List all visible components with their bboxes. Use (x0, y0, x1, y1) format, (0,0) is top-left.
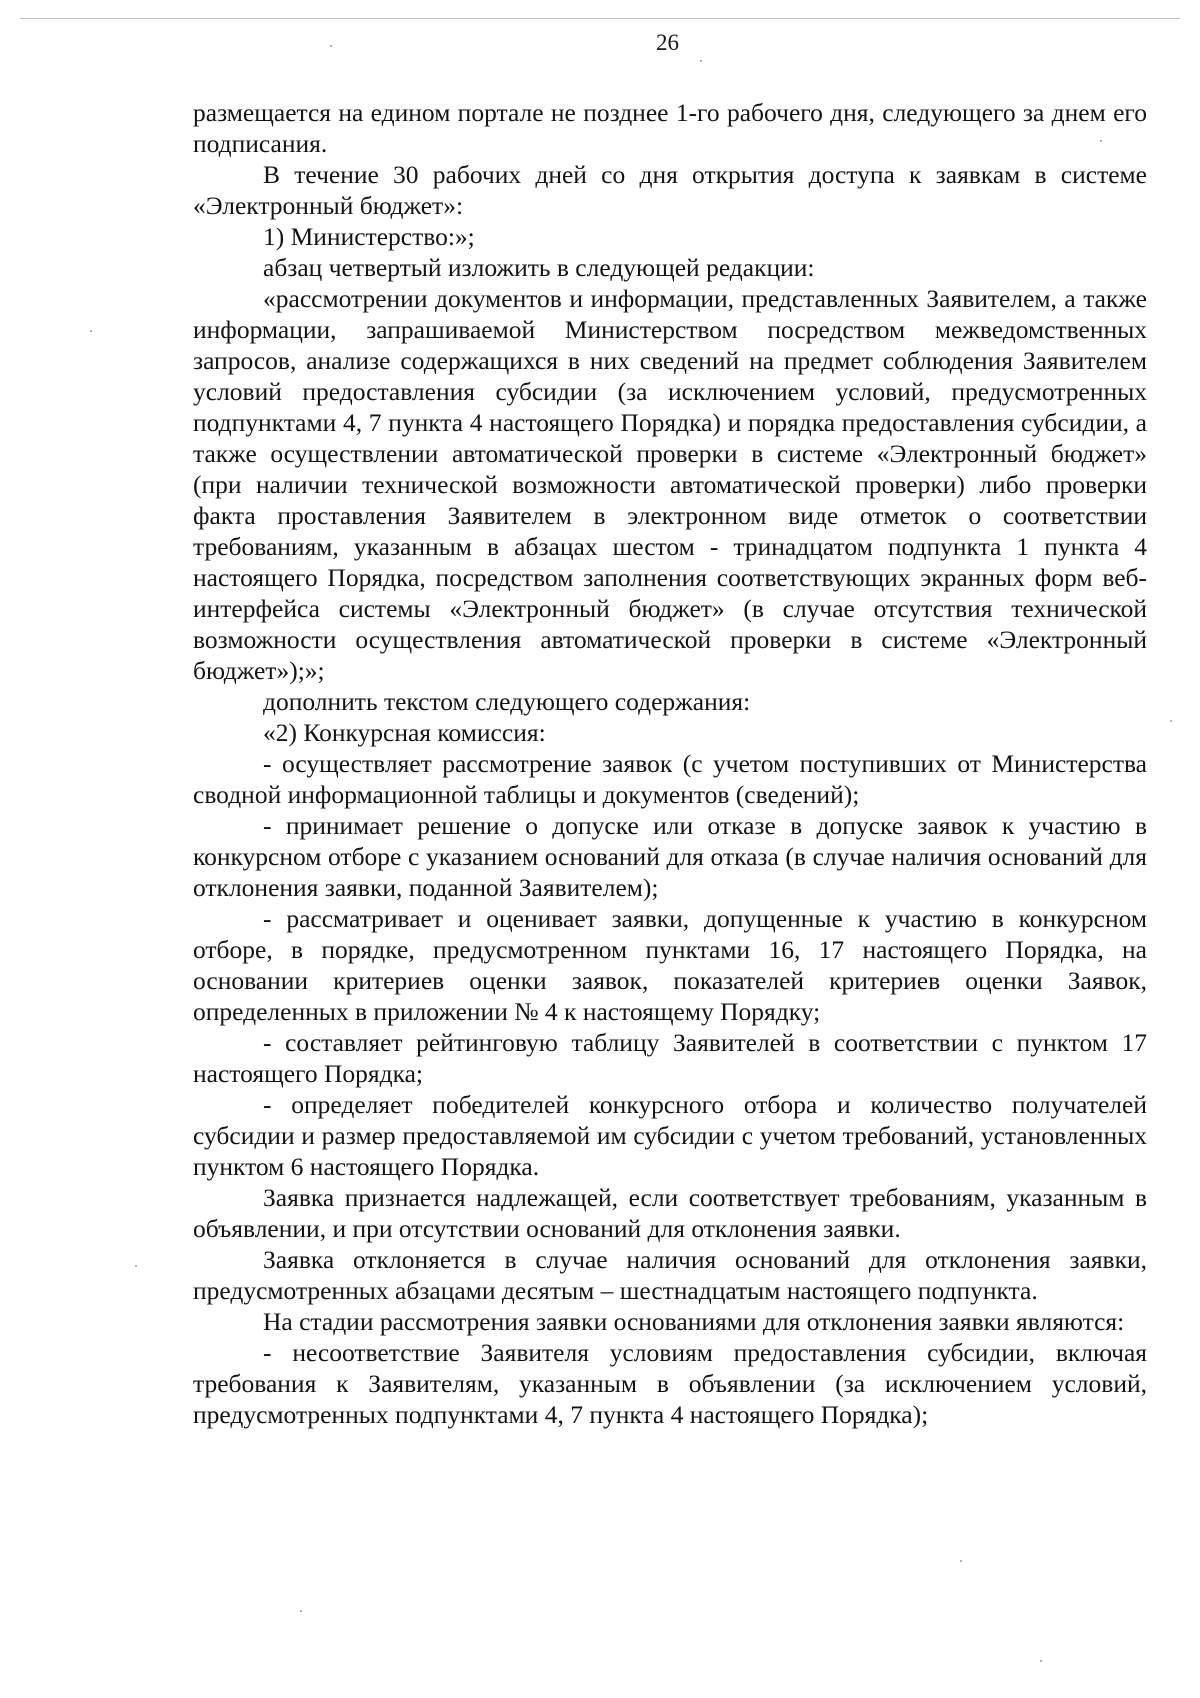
scan-speck (135, 1265, 137, 1267)
paragraph: На стадии рассмотрения заявки основаниями для отклонения заявки являются: (263, 1307, 1125, 1336)
scan-speck (960, 1560, 962, 1562)
scan-top-border (20, 18, 1180, 19)
scan-speck (330, 45, 332, 47)
paragraph: Заявка отклоняется в случае наличия оснований для отклонения заявки, предусмотренных абзацами десятым – шестнадцатым настоящего подпункта. (193, 1245, 1147, 1305)
paragraph: абзац четвертый изложить в следующей редакции: (263, 253, 815, 282)
page-number: 26 (656, 30, 679, 55)
paragraph: дополнить текстом следующего содержания: (263, 687, 751, 716)
paragraph: Заявка признается надлежащей, если соответствует требованиям, указанным в объявлении, и при отсутствии оснований для отклонения заявки. (193, 1183, 1147, 1243)
paragraph: - осуществляет рассмотрение заявок (с учетом поступивших от Министерства сводной информационной таблицы и документов (сведений); (193, 749, 1147, 809)
scan-speck (1040, 1660, 1042, 1662)
paragraph: - определяет победителей конкурсного отбора и количество получателей субсидии и размер предоставляемой им субсидии с учетом требований, установленных пунктом 6 настоящего Порядка. (193, 1090, 1147, 1181)
paragraph: - рассматривает и оценивает заявки, допущенные к участию в конкурсном отборе, в порядке, предусмотренном пунктами 16, 17 настоящего Порядка, на основании критериев оценки заявок, показателей критериев оценки Заявок, определенных в приложении № 4 к настоящему Порядку; (193, 904, 1147, 1026)
paragraph: В течение 30 рабочих дней со дня открытия доступа к заявкам в системе «Электронный бюджет»: (193, 160, 1147, 220)
paragraph: 1) Министерство:»; (263, 222, 475, 251)
document-body (193, 97, 1147, 1430)
paragraph: «рассмотрении документов и информации, представленных Заявителем, а также информации, запрашиваемой Министерством посредством межведомственных запросов, анализе содержащихся в них сведений на предмет соблюдения Заявителем условий предоставления субсидии (за исключением условий, предусмотренных подпунктами 4, 7 пункта 4 настоящего Порядка) и порядка предоставления субсидии, а также осуществлении автоматической проверки в системе «Электронный бюджет» (при наличии технической возможности автоматической проверки) либо проверки факта проставления Заявителем в электронном виде отметок о соответствии требованиям, указанным в абзацах шестом - тринадцатом подпункта 1 пункта 4 настоящего Порядка, посредством заполнения соответствующих экранных форм веб-интерфейса системы «Электронный бюджет» (в случае отсутствия технической возможности осуществления автоматической проверки в системе «Электронный бюджет»);»; (193, 284, 1147, 685)
paragraph: размещается на едином портале не позднее 1-го рабочего дня, следующего за днем его подписания. (193, 98, 1147, 158)
paragraph: - принимает решение о допуске или отказе в допуске заявок к участию в конкурсном отборе с указанием оснований для отказа (в случае наличия оснований для отклонения заявки, поданной Заявителем); (193, 811, 1147, 902)
scan-speck (300, 1610, 302, 1612)
scan-speck (1170, 720, 1172, 722)
scan-speck (90, 330, 92, 332)
scan-speck (1100, 140, 1102, 142)
paragraph: - составляет рейтинговую таблицу Заявителей в соответствии с пунктом 17 настоящего Порядка; (193, 1028, 1147, 1088)
paragraph: «2) Конкурсная комиссия: (263, 718, 546, 747)
paragraph: - несоответствие Заявителя условиям предоставления субсидии, включая требования к Заявителям, указанным в объявлении (за исключением условий, предусмотренных подпунктами 4, 7 пункта 4 настоящего Порядка); (193, 1338, 1147, 1429)
scan-speck (700, 60, 702, 62)
